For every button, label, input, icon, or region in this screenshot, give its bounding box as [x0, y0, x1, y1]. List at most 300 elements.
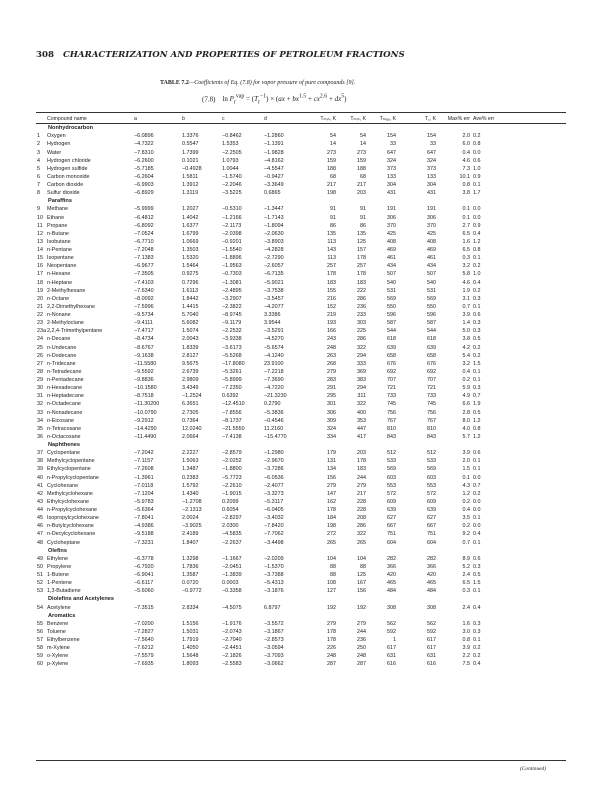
table-cell: 2.0300 [222, 523, 239, 530]
table-cell: 533 [387, 458, 396, 465]
table-cell: 512 [387, 450, 396, 457]
table-row [36, 360, 566, 368]
table-cell: 3.2 [462, 360, 470, 367]
table-cell: −15.4770 [264, 433, 287, 440]
table-cell: 1.6113 [182, 287, 199, 294]
table-cell: 0.1 [462, 474, 470, 481]
table-cell: 263 [327, 352, 336, 359]
table-cell: 507 [387, 271, 396, 278]
table-cell: 0.3 [462, 255, 470, 262]
table-cell: 217 [357, 490, 366, 497]
table-row [36, 132, 566, 140]
table-cell: 631 [387, 653, 396, 660]
table-cell: −3.5291 [264, 328, 284, 335]
table-cell: −5.6574 [264, 344, 284, 351]
table-cell: 0.3 [473, 328, 481, 335]
col-header-aveerr: Ave% err [472, 115, 566, 124]
table-cell: −1.8800 [222, 466, 242, 473]
table-cell: 721 [427, 385, 436, 392]
table-cell: −2.1173 [222, 222, 242, 229]
table-cell: 14 [330, 141, 336, 148]
compound-name: Isobutane [47, 238, 71, 245]
compound-name: Hydrogen [47, 141, 71, 148]
compound-name: Hydrogen sulfide [47, 165, 88, 172]
table-cell: 198 [327, 190, 336, 197]
table-bottom-rule [36, 760, 566, 761]
table-cell: 3.8 [462, 190, 470, 197]
table-cell: −3.0594 [264, 645, 284, 652]
table-cell: 248 [357, 653, 366, 660]
table-cell: −3.4498 [264, 539, 284, 546]
row-number: 48 [37, 539, 43, 546]
table-cell: 0.0 [473, 498, 481, 505]
table-cell: −21.5550 [222, 425, 245, 432]
table-label: TABLE 7.2 [160, 80, 189, 86]
table-cell: 447 [357, 425, 366, 432]
table-cell: 333 [357, 360, 366, 367]
table-cell: −0.5310 [222, 206, 242, 213]
row-number: 49 [37, 555, 43, 562]
row-number: 38 [37, 458, 43, 465]
table-cell: 0.1 [462, 214, 470, 221]
table-row [36, 376, 566, 384]
table-cell: 178 [357, 271, 366, 278]
group-header-row [36, 441, 566, 449]
table-cell: 243 [327, 336, 336, 343]
table-cell: 1.3587 [182, 572, 199, 578]
table-row [36, 457, 566, 465]
table-cell: −17.8080 [222, 360, 245, 367]
continued-note: (Continued) [520, 766, 547, 772]
compound-name: n-Decane [47, 336, 71, 343]
table-cell: 400 [357, 409, 366, 416]
col-header-maxerr: Max% err [438, 115, 472, 124]
table-row [36, 498, 566, 506]
table-cell: 6.0 [462, 141, 470, 148]
table-cell: 5.0 [462, 328, 470, 335]
table-cell: 0.5 [473, 572, 481, 578]
table-cell: −5.5268 [222, 352, 242, 359]
table-cell: 431 [427, 190, 436, 197]
table-cell: 0.1 [473, 588, 481, 595]
table-cell: 0.1 [473, 182, 481, 188]
table-cell: 322 [357, 531, 366, 538]
table-row [36, 644, 566, 652]
table-cell: 154 [387, 133, 396, 140]
table-cell: 531 [387, 287, 396, 294]
row-number: 7 [37, 182, 40, 188]
table-row [36, 205, 566, 213]
table-row [36, 279, 566, 287]
table-cell: −3.9338 [222, 336, 242, 343]
table-cell: 1.6 [462, 620, 470, 627]
table-cell: 286 [357, 295, 366, 302]
table-cell: 0.1 [473, 377, 481, 383]
table-cell: 236 [357, 303, 366, 310]
table-cell: −7.1157 [134, 458, 154, 465]
table-cell: 143 [327, 247, 336, 253]
table-cell: 294 [357, 385, 366, 392]
row-number: 37 [37, 450, 43, 457]
table-cell: 2.4189 [182, 531, 199, 538]
table-cell: −4.2828 [264, 247, 284, 253]
table-cell: 2.7305 [182, 409, 199, 416]
table-cell: 0.2383 [182, 474, 199, 481]
compound-name: n-Octacosane [47, 433, 81, 440]
table-cell: 639 [387, 344, 396, 351]
table-cell: 2.6739 [182, 368, 199, 375]
table-row [36, 392, 566, 400]
col-header-tc: T꜀, K [398, 115, 438, 124]
table-cell: 134 [327, 466, 336, 473]
table-row [36, 490, 566, 498]
table-cell: 304 [427, 182, 436, 188]
table-cell: 5.7040 [182, 312, 199, 318]
table-cell: 550 [427, 303, 436, 310]
table-cell: −1.3081 [222, 279, 242, 286]
table-cell: 751 [387, 531, 396, 538]
table-row [36, 417, 566, 425]
table-cell: 465 [387, 580, 396, 587]
table-cell: 33 [430, 141, 436, 148]
table-cell: 0.9275 [182, 271, 199, 278]
table-cell: 155 [327, 287, 336, 294]
table-cell: 133 [427, 173, 436, 180]
table-cell: −1.9828 [264, 149, 284, 156]
row-number: 52 [37, 580, 43, 587]
compound-name: n-Hexane [47, 271, 71, 278]
row-number: 24 [37, 336, 43, 343]
table-cell: 843 [427, 433, 436, 440]
table-cell: 373 [427, 165, 436, 172]
table-cell: 257 [327, 263, 336, 270]
table-cell: 5.8 [462, 271, 470, 278]
compound-name: Ethylbenzene [47, 637, 80, 643]
table-cell: −7.3690 [264, 377, 284, 383]
table-cell: 10.1 [459, 173, 470, 180]
row-number: 56 [37, 628, 43, 635]
group-title: Naphthenes [48, 442, 81, 448]
table-cell: −7.5579 [134, 653, 154, 660]
table-cell: 0.1 [473, 303, 481, 310]
col-header-tmax: Tₘₐₓ, K [368, 115, 398, 124]
table-cell: 222 [357, 287, 366, 294]
compound-name: 1,3-Butadiene [47, 588, 81, 595]
table-cell: 603 [387, 474, 396, 481]
table-cell: −21.3230 [264, 393, 287, 400]
table-cell: −2.7290 [264, 255, 284, 262]
table-cell: −6.7920 [134, 563, 154, 570]
compound-name: n-Nonane [47, 312, 71, 318]
table-cell: −1.3447 [264, 206, 284, 213]
table-cell: 767 [387, 417, 396, 424]
table-cell: −7.8310 [134, 149, 154, 156]
table-cell: 1.8407 [182, 539, 199, 546]
table-cell: 1.6799 [182, 230, 199, 237]
table-cell: 68 [330, 173, 336, 180]
table-row [36, 400, 566, 408]
table-cell: 6.5 [462, 247, 470, 253]
table-row [36, 604, 566, 612]
group-header-row [36, 595, 566, 603]
table-cell: 1.5648 [182, 653, 199, 660]
table-cell: 647 [427, 149, 436, 156]
table-row [36, 425, 566, 433]
compound-name: Ethylcyclopentane [47, 466, 91, 473]
table-cell: 562 [427, 620, 436, 627]
table-cell: 461 [427, 255, 436, 262]
table-cell: 104 [327, 555, 336, 562]
table-cell: −10.1580 [134, 385, 157, 392]
table-cell: −5.6364 [134, 507, 154, 513]
compound-name: n-Octadecane [47, 401, 81, 408]
table-cell: −1.5740 [222, 173, 242, 180]
group-title: Olefins [48, 547, 67, 554]
table-cell: 0.0003 [222, 580, 239, 587]
table-cell: 8.0 [462, 417, 470, 424]
table-cell: 273 [357, 149, 366, 156]
row-number: 41 [37, 482, 43, 489]
compound-name: n-Pentane [47, 247, 72, 253]
table-cell: −2.4895 [222, 287, 242, 294]
table-cell: 721 [387, 385, 396, 392]
row-number: 30 [37, 385, 43, 392]
table-cell: 0.2 [473, 645, 481, 652]
table-cell: 3.9 [462, 645, 470, 652]
table-cell: 0.1 [473, 466, 481, 473]
table-cell: 157 [357, 247, 366, 253]
table-cell: 0.3 [473, 628, 481, 635]
table-cell: −6.4812 [134, 214, 154, 221]
table-cell: 4.0 [462, 425, 470, 432]
table-cell: −4.5270 [264, 336, 284, 343]
table-row [36, 465, 566, 473]
table-cell: 236 [357, 637, 366, 643]
row-number: 60 [37, 661, 43, 668]
table-cell: 248 [327, 344, 336, 351]
table-cell: 572 [387, 490, 396, 497]
table-cell: 0.6865 [264, 190, 281, 197]
table-cell: 569 [427, 295, 436, 302]
table-cell: −5.3261 [222, 368, 242, 375]
table-cell: 0.2 [473, 263, 481, 270]
table-cell: 216 [327, 295, 336, 302]
table-cell: 9.2 [462, 531, 470, 538]
table-cell: −2.0209 [264, 555, 284, 562]
compound-name: m-Xylene [47, 645, 70, 652]
table-cell: 425 [427, 230, 436, 237]
row-number: 23 [37, 320, 43, 327]
compound-name: n-Propylcyclohexane [47, 507, 98, 513]
table-cell: 7.3 [462, 165, 470, 172]
table-row [36, 652, 566, 660]
table-cell: 33 [390, 141, 396, 148]
table-cell: 0.6054 [222, 507, 239, 513]
table-cell: 756 [387, 409, 396, 416]
table-cell: 0.2 [473, 133, 481, 140]
table-cell: 618 [427, 336, 436, 343]
table-cell: 0.8 [473, 141, 481, 148]
table-cell: −7.2042 [134, 450, 154, 457]
table-cell: 324 [387, 157, 396, 164]
table-cell: 0.7 [473, 482, 481, 489]
table-cell: 91 [330, 206, 336, 213]
table-row [36, 165, 566, 173]
table-cell: 0.6 [473, 157, 481, 164]
table-cell: 0.3 [473, 563, 481, 570]
table-cell: 745 [387, 401, 396, 408]
table-cell: −6.0896 [134, 133, 154, 140]
table-cell: 257 [357, 263, 366, 270]
table-cell: 658 [427, 352, 436, 359]
table-cell: −1.1667 [222, 555, 242, 562]
table-cell: 3.8 [462, 336, 470, 343]
col-header-b: b [180, 115, 220, 124]
table-cell: −7.5996 [134, 303, 154, 310]
table-cell: −6.8092 [134, 222, 154, 229]
compound-name: Acetylene [47, 604, 71, 611]
table-row [36, 344, 566, 352]
group-title: Nonhydrocarbon [48, 125, 94, 132]
table-cell: −5.6060 [134, 588, 154, 595]
table-cell: 1.7836 [182, 563, 199, 570]
table-cell: 86 [330, 222, 336, 229]
table-cell: 1.5031 [182, 628, 199, 635]
table-cell: −0.9772 [182, 588, 202, 595]
table-cell: 550 [387, 303, 396, 310]
table-cell: 0.1 [473, 255, 481, 262]
table-cell: −0.9201 [222, 238, 242, 245]
row-number: 35 [37, 425, 43, 432]
table-cell: −9.4111 [134, 320, 153, 327]
row-number: 47 [37, 531, 43, 538]
table-cell: 0.0720 [182, 580, 199, 587]
table-cell: 417 [357, 433, 366, 440]
table-cell: 1.8093 [182, 661, 199, 668]
compound-name: n-Tetradecane [47, 368, 82, 375]
table-cell: 383 [357, 377, 366, 383]
compound-name: Cyclohexane [47, 482, 79, 489]
table-cell: −7.3505 [134, 271, 154, 278]
table-cell: −8.6767 [134, 344, 154, 351]
table-cell: 228 [357, 498, 366, 505]
table-cell: 156 [357, 588, 366, 595]
compound-name: 1-Pentene [47, 580, 72, 587]
table-row [36, 140, 566, 148]
table-cell: 353 [357, 417, 366, 424]
row-number: 3 [37, 149, 40, 156]
table-cell: 268 [327, 360, 336, 367]
table-cell: −8.9745 [222, 312, 242, 318]
table-cell: −7.8041 [134, 515, 154, 522]
compound-name: 2-Methylhexane [47, 287, 86, 294]
table-cell: −4.9386 [134, 523, 154, 530]
table-cell: 291 [327, 385, 336, 392]
table-cell: −1.9176 [222, 620, 242, 627]
table-cell: 322 [357, 344, 366, 351]
table-row [36, 189, 566, 197]
table-cell: 178 [357, 458, 366, 465]
equation-number: (7.8) [202, 95, 216, 104]
table-cell: 0.1 [473, 458, 481, 465]
table-row [36, 571, 566, 579]
table-cell: −11.30200 [134, 401, 160, 408]
table-cell: −1.8094 [264, 222, 284, 229]
table-cell: 616 [387, 661, 396, 668]
table-cell: −1.8896 [222, 255, 242, 262]
table-cell: 0.3 [473, 295, 481, 302]
row-number: 12 [37, 230, 43, 237]
group-header-row [36, 547, 566, 555]
table-cell: 1.2 [473, 417, 481, 424]
table-cell: 0.1021 [182, 157, 199, 164]
table-cell: 617 [387, 645, 396, 652]
row-number: 13 [37, 238, 43, 245]
table-cell: 108 [327, 580, 336, 587]
row-number: 39 [37, 466, 43, 473]
table-cell: −4.5075 [222, 604, 242, 611]
table-cell: 265 [357, 539, 366, 546]
col-header-d: d [262, 115, 310, 124]
group-title: Aromatics [48, 612, 76, 619]
table-cell: 1.2 [462, 490, 470, 497]
table-row [36, 587, 566, 595]
table-cell: 553 [427, 482, 436, 489]
table-cell: 88 [360, 563, 366, 570]
group-header-row [36, 197, 566, 205]
table-cell: 1.0 [473, 165, 481, 172]
table-cell: 420 [427, 572, 436, 578]
table-cell: −1.5540 [222, 247, 242, 253]
table-cell: −9.5188 [134, 531, 154, 538]
table-cell: −7.6935 [134, 661, 154, 668]
table-cell: 596 [427, 312, 436, 318]
table-row [36, 287, 566, 295]
row-number: 28 [37, 368, 43, 375]
table-row [36, 449, 566, 457]
table-cell: −12.4510 [222, 401, 245, 408]
table-cell: −3.7538 [264, 287, 284, 294]
table-cell: 282 [387, 555, 396, 562]
table-row [36, 563, 566, 571]
compound-name: Isopropylcyclohexane [47, 515, 99, 522]
compound-name: Benzene [47, 620, 69, 627]
table-cell: 198 [327, 523, 336, 530]
table-cell: 192 [327, 604, 336, 611]
table-cell: −0.4546 [264, 417, 284, 424]
row-number: 42 [37, 490, 43, 497]
table-cell: 658 [387, 352, 396, 359]
table-cell: −7.5640 [134, 637, 154, 643]
table-cell: −5.7185 [134, 165, 154, 172]
table-cell: 667 [427, 523, 436, 530]
table-row [36, 327, 566, 335]
table-cell: 531 [427, 287, 436, 294]
table-cell: −2.1826 [222, 653, 242, 660]
table-cell: −4.5547 [264, 165, 284, 172]
table-row [36, 636, 566, 644]
table-cell: 1.7399 [182, 149, 199, 156]
table-cell: 0.4 [462, 507, 470, 513]
row-number: 34 [37, 417, 43, 424]
table-cell: 188 [357, 165, 366, 172]
table-cell: −11.4490 [134, 433, 157, 440]
table-cell: 6.3651 [182, 401, 199, 408]
table-cell: −4.7220 [264, 385, 284, 392]
table-cell: 324 [427, 157, 436, 164]
table-cell: 1 [393, 637, 396, 643]
table-cell: 0.2 [473, 352, 481, 359]
